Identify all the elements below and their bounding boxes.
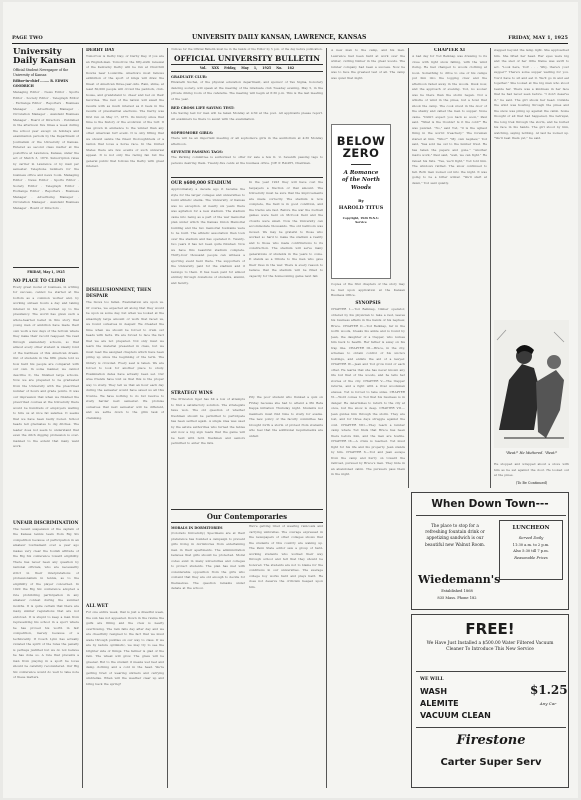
masthead-subtitle: Official Student Newspaper of the University of Kansas [13,68,69,77]
stadium-heading: OUR $600,000 STADIUM [171,181,232,187]
editorial-column [13,48,79,790]
luncheon-hours: 11:30 a.m. to 2 p.m. [512,543,550,547]
page-header [12,32,568,44]
ad-headline: When Down Town--- [431,498,549,510]
column-rule [408,48,409,488]
staff-list: Managing Editor . News Editor . Sports Editor . Society Editor . Telegraph Editor . Exchange Editor . Reporters . Business Manager . Advertising Manager . Circulation Manager . Assistant Business Manager . Board of Directors . Published in the afternoon five times a week during the school year except on holidays and examination periods by the Department of Journalism of the University of Kansas. Entered as second class matter at the postoffice at Lawrence, Kansas, under the act of March 3, 1879. Subscription rates by carrier in Lawrence or by mail per semester. Telephone numbers for the business office and news room. Managing Editor . News Editor . Sports Editor . Society Editor . Telegraph Editor . Exchange Editor . Reporters . Business Manager . Advertising Manager . Circulation Manager . Assistant Business Manager . Board of Directors . [13,90,79,210]
chapter-heading: CHAPTER XI [434,48,465,53]
column-rule [326,48,327,788]
luncheon-served: Served Daily [518,535,544,540]
issue-date: FRIDAY, MAY 1, 1925 [508,35,568,41]
column-rule [490,48,491,488]
all-wet-body: For one entire week, that is just a dreadful week, the sun has not appeared. Down in the ravine the gulfs are filling and the crew is nearly overflowing. The rain falls day after day and we are cheerfully resigned to the fact that we must wade through puddles on our way to class. If we are by nature optimistic, we may try to see the brighter side of things. The farmer is glad of the rain. The wheat will grow. The grass will be greener. But to the student it means wet feet and damp clothing and a cold in the head. We're getting tired of wearing slickers and carrying umbrellas. When will the weather clear up and bring back the spring? [86,610,164,686]
store-established: Established 1868 [441,589,473,593]
price-sub-label: Any Car [539,701,557,706]
editorial-heading-1: NO PLACE TO CLIMB [13,278,66,284]
serial-chapter-column-2: stepped beyond the lamp light. She approached him. She lifted her head. Her eyes were big and the sled of her little frame was swift to act. "Look here, Tod! . . . Why, there's your supper!" There's some supper waiting for you. You'd have to sit and eat it. We'll go in and eat together." She looked at the big man who stood beside her. There was a kindness in her face that he had never seen before. "I don't deserve it," he said. The girl shook her head. Outside the wind was howling through the pines and the snow was piling up against the cabin. Some thought of all that had happened, the betrayal, the long trek through the storm, and he buried his face in his hands. The girl stood by him, watching, saying nothing. At last he looked up. "We'll beat them yet," he said. [494,48,569,140]
price-label: $1.25 [530,683,568,697]
strategy-body: The Princeton tiger has hit a low of attempts to find a satisfactory solution. The strategists have won. The old question of whether freshmen should be permitted to participate has been settled again. A single idea was used by the astute authorities who turned the tables and now a big sign reads that the game will be held with both freshmen and seniors permitted to enter the lists. [171,397,245,446]
disillusionment-heading: DISILLUSIONMENT, THEN DESPAIR [86,288,152,299]
serial-synopsis-column: Copies of the first chapters of the story may be had upon application at the Kansan Business Office. SYNOPSIS CHAPTER I.—Tod Belknap, timber operator, ordered by his physician to take a rest, leaves his business affairs in the hands of his nephew, Bruce. CHAPTER II.—Tod Belknap, far in the north woods, breaks his ankle and is found by Jean, the daughter of a trapper, who nurses him back to health. Her father is away on his trap line. CHAPTER III.—Bruce, in the city, schemes to obtain control of his uncle's holdings, and enlists the aid of a lawyer. CHAPTER IV.—Jean and Tod grow fond of each other. He learns that she has never known any life but that of the woods, and he tells her stories of the city. CHAPTER V.—The trapper returns, and a fight with a rival woodsman ensues. Tod is forced to take sides. CHAPTER VI.—Word comes to Tod that his business is in danger. He determines to return to the city at once, but the snow is deep. CHAPTER VII.—Jean guides him through the storm. They are lost, and for three days struggle against the cold. CHAPTER VIII.—They reach a lumber camp where Tod finds that Bruce has been there before him, and the men are hostile. CHAPTER IX.—A crisis is reached. Tod must fight for his life and his property. Jean stands by him. CHAPTER X.—Tod and Jean escape from the camp and hurry on toward the railroad, pursued by Bruce's men. They hide in an abandoned cabin. The pursuers pass them in the night. [331,282,405,790]
disillusionment-body: The blows too fallen. Examination are upon us. Of course, we expected all along that they would be upon us some day, but when we looked at the amazingly large amount of work that faced us, we found ourselves in despair. We dreaded the time when we should be forced to cram our heads with facts. We are forced to face the fact that we are not prepared. Not only must we learn the material presented in class, but we must read the assigned chapters which have been piling up since the beginning of the term. The library is crowded. Every seat is taken. We are forced to look for another place to study. Examination dates have actually been set. Our wise friends have told us that this is the proper way to study. They tell us that an hour each day during the semester would have saved us all this trouble. We have nothing to do but resolve to study harder next semester. We promise ourselves that next semester will be different, and we settle down to the grim task of cramming. [86,300,164,420]
chapter-body: A bad day for Tod Belknap was drawing to its close with light snow falling, with the wind rising. He had changed to woods clothing at noon. Something to drive to one of his camps put him into the logging crew and the afternoon faded away in the woods. Dusk now, and the approach of evening. Tod, no sooner was he there than the storm began. Not a whistle of wind in the pines, but a howl that shook the camp. The cook stood in the door of the shanty and called the men to supper. None came. "Didn't expect you back so soon," Paul said. "What is the trouble? Is it the cold?" He was puzzled. "No," said Tod, "it is the ugliest thing in the world: treachery." The foreman stared at him. "Who?" "My own nephew," Tod said, "has sold me out to the lumber trust. He has taken the papers and gone." "Another man's work," Paul said, "well, we can fight." He raised his fists. "Yes, we'll fight," Tod told him. The windows rattled. The snow continued to fall. Both men looked out into the night. It was going to be a bitter winter. "We'll start at dawn," Tod said quietly. [412,54,487,185]
book-subtitle: A Romance of the North Woods [341,169,381,191]
bulletin-item: SOPHOMORE GIRLS: [171,131,214,136]
staff-line: Editor-in-chief ........ R. EDWIN GOODRICH [13,79,69,88]
serial-chapter-column [412,48,487,488]
contemporaries-heading: Our Contemporaries [206,512,288,522]
luncheon-box [499,520,563,580]
book-author: HAROLD TITUS [338,205,384,212]
book-title: BELOW ZERO [336,134,386,160]
alemite-label: ALEMITE [420,699,459,708]
free-text: We Have Just Installed a $500.00 Water Filtered Vacuum Cleaner To Introduce This New Service [426,641,554,653]
bulletin-item: RED CROSS LIFE SAVING TEST: [171,106,235,111]
car-wash-ad [411,614,569,788]
we-will-label: WE WILL [420,677,444,682]
luncheon-prices: Reasonable Prices [514,556,548,560]
wiedemann-ad [411,492,569,610]
carter-super-service: Carter Super Serv [440,757,542,768]
editorial-body-1: Every great moral of business, in writing for success, cannot be started at the bottom as a common worker and, by working sixteen hours a day and taking interest in his job, worked up to the presidency. The world has given such a whole-hearted belief in this story that young men of ambition have made their own work a few days of the bottom where they make their record reappear. We read through elementary schools, so that almost every other student is ideally fond of the hardness of this American dream. Out of students in the fifth grade told us how hard his people are compared with our own. In some manner, we cannot describe it, the finished large schools. Now we are prepared to be graduated from the University with the prescribed number of hours and grade points. It was our impression that when we finished the prescribed courses at the University there would be hundreds of employers waiting to hire us at nice fat salaries. It seems that we have been badly fooled. School heads tell graduates to dig ditches. The leader does not seem to understand that even the ditch digging profession is over-manned to the extent that many want work. [13,284,79,449]
story-illustration [494,320,569,448]
derby-day-heading: DERBY DAY [86,48,115,53]
book-by: By [358,198,364,204]
issue-date-line: FRIDAY, May 1, 1925 [27,270,65,275]
bulletin-item: GRADUATE CLUB: [171,75,207,80]
bulletin-volume-line: Vol. XXX Friday, May 1, 1925 No. 162 [199,65,295,70]
column-rule [167,48,168,788]
masthead-title: University Daily Kansan [13,48,76,66]
derby-day-body: Tomorrow is Derby Day; or Derby Day, if you are an English-man. Tomorrow the fifty-sixth renewal of the Kentucky Derby will be run at Churchill Downs near Louisville. America's most famous exhibition of the sport of kings will draw the finest of American three-year-olds. Rain, shine, at least 60,000 people will crowd the paddock, club-house, and grandstand to cheer and bet on their favorites. The rest of the nation will await the results with as much interest as it feels in the results of presidential elections. The Derby was first run on May 17, 1875. Its history since that time is the history of the evolution of the turf. It has grown in eminence to the winner than any other American turf event. It is only fitting that we should salute the finest thoroughbreds of a nation that loves a horse race. In the United States there are few events of such universal appeal. It is not only the racing fan but the general public that follows the Derby with great interest. [86,54,164,168]
strategy-heading: STRATEGY WINS [171,391,213,397]
wash-label: WASH [420,687,448,696]
stadium-body: Approximately a decade ago it became the style for the larger colleges and universities to build athletic stadia. The University of Kansas was no exception. At nearly six years there was agitation for a new stadium. The stadium came into being as a part of the war memorial plan under which the Kansas Union Memorial building and the two memorial fountains were to be built. The athletic association then took over the stadium and has operated it. Twenty-two years it has not been quite finished. Now we have this beautiful stadium complete. Thirty-four thousand people can witness a sporting event held there. The supporters of the University paid for the stadium and it belongs to them. It has been paid for almost entirely through donations of students, alumni, and faculty. [171,187,245,285]
bulletin-title: OFFICIAL UNIVERSITY BULLETIN [173,53,321,63]
ad-body: The place to stop for a refreshing fountain drink or appetizing sandwich is our beautiful new Walnut Room. [424,523,486,547]
editorial-heading-2: UNFAIR DISCRIMINATION [13,520,79,526]
contemporaries-subheading: MORALS IN DORMITORIES [171,526,223,531]
luncheon-title: LUNCHEON [512,525,550,531]
paper-title: UNIVERSITY DAILY KANSAN, LAWRENCE, KANSAS [192,34,367,41]
all-wet-heading: ALL WET [86,604,109,609]
illustration-caption: "Beat!" He Muttered. "Beat!" [505,451,558,455]
serial-column-intro: A new man to the camp, and his men. Lawrence had been hard at work over the winter, cutting timber in the great woods. The lumber company had been a success. Now he was to face the greatest test of all. The camp was quiet that night. [331,48,405,80]
luncheon-hours-evening: Also 5:30 till 7 p.m. [513,549,549,553]
synopsis-heading: SYNOPSIS [355,301,381,306]
store-name: Wiedemann's [418,573,501,586]
official-bulletin: Notices for the Official Bulletin must be in the hands of the Editor by 5 p.m. of the day before publication. OFFICIAL UNIVERSITY BULLETIN Vol. XXX Friday, May 1, 1925 No. 162 GRADUATE CLUB: Elizabeth Suchel, of the physical education department, and sponsor of Tau Sigma, honorary dancing society, will speak at the meeting of the Graduate club Tuesday evening, May 5, in the private dining room of the cafeteria. The meeting will begin at 6:30 p.m. This is the last meeting of the year. RED CROSS LIFE SAVING TEST: Life Saving test for men will be taken Monday at 4:30 at the pool. All applicants please report. All examiners be there to assist with the examination. SOPHOMORE GIRLS: There will be an important meeting of all sophomore girls in the auditorium at 4:30 Monday afternoon. SEVENTH PASSING TAGS: The Parking committee is authorized to offer for sale a few K. U. Seventh passing tags to persons desiring them. Twenty-five cents at the business office. JOE P. RALPH, Chairman. OUR $600,000 STADIUM Approximately a decade ago it became the style for the larger colleges and universities to build athletic stadia. The University of Kansas was no exception. At nearly six years there was agitation for a new stadium. The stadium came into being as a part of the war memorial plan under which the Kansas Union Memorial building and the two memorial fountains were to be built. The athletic association then took over the stadium and has operated it. Twenty-two years it has not been quite finished. Now we have this beautiful stadium complete. Thirty-four thousand people can witness a sporting event held there. The supporters of the University paid for the stadium and it belongs to them. It has been paid for almost entirely through donations of students, alumni, and faculty. STRATEGY WINS The Princeton tiger has hit a low of attempts to find a satisfactory solution. The strategists have won. The old question of whether freshmen should be permitted to participate has been settled again. A single idea was used by the astute authorities who turned the tables and now a big sign reads that the game will be held with both freshmen and seniors permitted to enter the lists. In the year 1923 they will have cost the taxpayers a fraction of that amount. The University must be sure that the improvements are made correctly. The stadium is now complete, the field is in good condition, and the tracks are fast. Before the war the football games were held on McCook field and the crowds were small. Now the University can accommodate thousands. The old ballroom was moved. We may be grateful to those who worked so hard to make the stadium a reality and to those who made contributions to its construction. The stadium will serve many generations of students in the years to come. It stands as a tribute to the men who gave their lives in the war. There is every reason to believe that the stadium will be filled to capacity for the homecoming game next fall. Pity the poor student who flunked a quiz on Friday because she had to attend a Phi Beta Kappa initiation Thursday night. Students not members must find time to study for exams. The new policy of the faculty committee has brought forth a storm of protest from students who feel that the additional requirements are unfair. Our Contemporaries MORALS IN DORMITORIES (Colorado University.) Specimens are at their preference has founded a campaign to prevent girls living in dormitories from entertaining men in their apartments. The administration believes that girls should be protected. Moral codes exist in many universities and colleges to protect students. The plan has met with considerable opposition from the girls who contend that they are old enough to decide for themselves. The question remains under debate at the school. We're getting tired of wearing raincoats and carrying umbrellas. The courage expressed in the newspapers of other colleges shows that the students of this country are waking up. The Penn State editor saw a group of hard-working students who worked their way through school and felt that they should be honored. The students are not to blame for the conditions in our universities. The average college boy works hard and plays hard. He does not deserve the criticism heaped upon him. [171,48,323,591]
free-headline: FREE! [465,620,515,638]
page-number: PAGE TWO [12,35,43,41]
book-cover [331,124,391,279]
editorial-column-2 [86,48,164,790]
editorial-body-2: The recent suspension of the captain of the Kansas tennis team from Big Six competition because of participation in an amateur tournament over a year ago makes very clear the foolish attitude of the Big Six conference toward eligibility. There has never been any question by national officials, who are necessarily strict in their interpretations of professionalism in tennis, as to the eligibility of the player concerned. In 1920 the Big Six conference adopted a rule prohibiting participation in any amateur contest during the summer months. It is quite certain that there are many similar regulations that are not enforced. It is stupid to keep a man from representing his school in a sport where he has proved his worth in fair competition, merely because of a technicality. If Coach Lynn has actually violated the spirit of the rules the penalty is perhaps justified but we do not believe he has done so. A rule that prevents a man from playing in a sport he loves should be carefully reconsidered. Our Big Six conference would do well to take note of these matters. [13,526,79,680]
book-copyright: Copyright, 1926 W.N.U. Service [342,216,380,224]
vacuum-clean-label: VACUUM CLEAN [420,711,491,720]
bulletin-item: SEVENTH PASSING TAGS: [171,150,223,155]
store-address: 835 Mass. Phone 182 [437,596,477,600]
to-be-continued: (To Be Continued) [515,481,548,485]
synopsis-body: CHAPTER I.—Tod Belknap, timber operator, ordered by his physician to take a rest, leaves his business affairs in the hands of his nephew, Bruce. CHAPTER II.—Tod Belknap, far in the north woods, breaks his ankle and is found by Jean, the daughter of a trapper, who nurses him back to health. Her father is away on his trap line. CHAPTER III.—Bruce, in the city, schemes to obtain control of his uncle's holdings, and enlists the aid of a lawyer. CHAPTER IV.—Jean and Tod grow fond of each other. He learns that she has never known any life but that of the woods, and he tells her stories of the city. CHAPTER V.—The trapper returns, and a fight with a rival woodsman ensues. Tod is forced to take sides. CHAPTER VI.—Word comes to Tod that his business is in danger. He determines to return to the city at once, but the snow is deep. CHAPTER VII.—Jean guides him through the storm. They are lost, and for three days struggle against the cold. CHAPTER VIII.—They reach a lumber camp where Tod finds that Bruce has been there before him, and the men are hostile. CHAPTER IX.—A crisis is reached. Tod must fight for his life and his property. Jean stands by him. CHAPTER X.—Tod and Jean escape from the camp and hurry on toward the railroad, pursued by Bruce's men. They hide in an abandoned cabin. The pursuers pass them in the night. [331,307,405,476]
firestone-logo: Firestone [456,733,526,748]
column-rule [82,48,83,788]
